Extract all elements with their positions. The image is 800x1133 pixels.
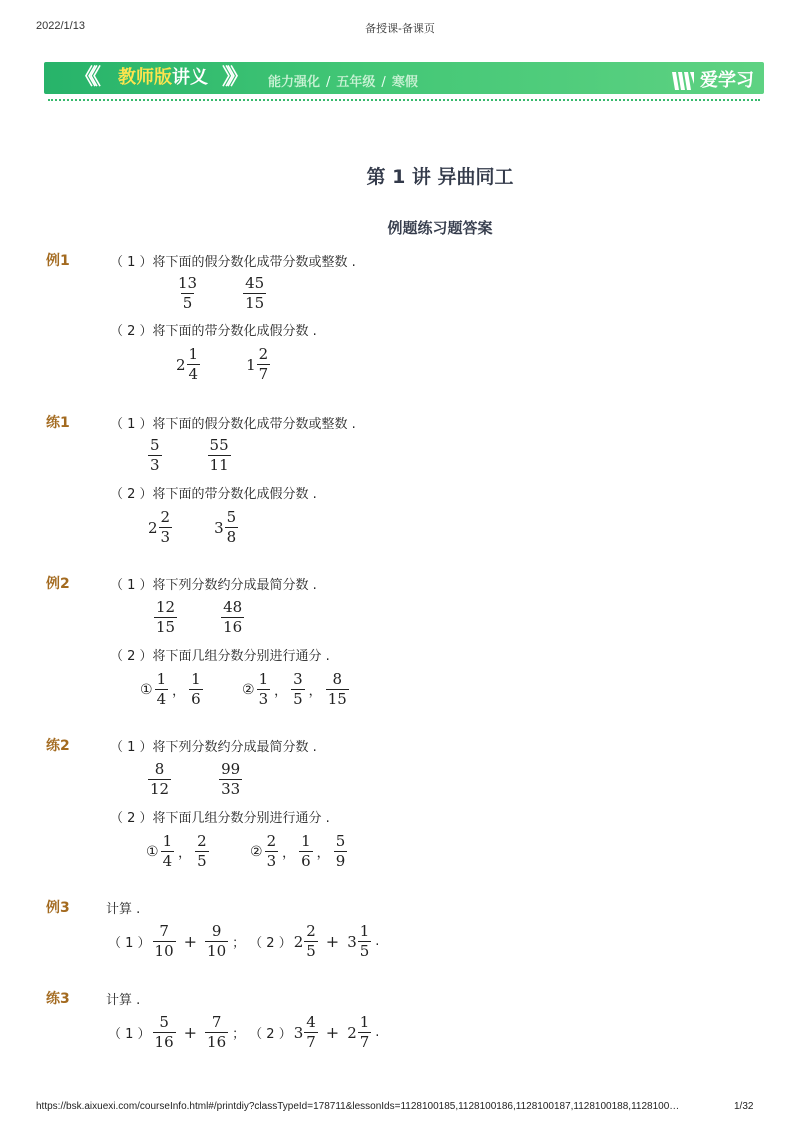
fraction: $\frac{8}{15}$	[327, 670, 347, 708]
fraction: $\frac{1}{6}$	[301, 832, 311, 870]
banner-divider	[48, 99, 760, 101]
page-number: 1/32	[734, 1101, 754, 1112]
lecture-banner	[44, 62, 764, 94]
calc-expression: （ 1 ） $\frac{7}{10}$ + $\frac{9}{10}$ ； （ 2 ） 2 $\frac{2}{5}$ + 3 $\frac{1}{5}$ .	[108, 922, 380, 960]
calc-expression: （ 1 ） $\frac{5}{16}$ + $\frac{7}{16}$ ； （ 2 ） 3 $\frac{4}{7}$ + 2 $\frac{1}{7}$ .	[108, 1013, 380, 1051]
fraction: $\frac{1}{4}$	[162, 832, 173, 870]
fraction: $\frac{99}{33}$	[221, 760, 241, 798]
fraction: $\frac{2}{3}$	[266, 832, 277, 870]
mixed-list	[176, 345, 270, 384]
question-text: （ 1 ）将下面的假分数化成带分数或整数 .	[110, 417, 356, 432]
question-text: （ 2 ）将下面的带分数化成假分数 .	[110, 487, 317, 502]
fraction: $\frac{1}{3}$	[258, 670, 269, 708]
mixed-number: 2 $\frac{1}{4}$	[176, 345, 199, 383]
problem-tag: 练3	[46, 991, 70, 1007]
chevrons-right-icon: 》》	[222, 65, 244, 90]
banner-title: 教师版讲义	[118, 67, 208, 88]
crumb-grade: 五年级	[336, 75, 376, 90]
question-text: （ 1 ）将下面的假分数化成带分数或整数 .	[110, 255, 356, 270]
fraction: $\frac{55}{11}$	[209, 436, 229, 474]
problem-tag: 例1	[46, 253, 70, 269]
fraction: $\frac{12}{15}$	[156, 598, 176, 636]
problem-tag: 例2	[46, 576, 70, 592]
fraction: $\frac{9}{10}$	[207, 922, 227, 960]
print-title: 备授课-备课页	[365, 23, 435, 35]
question-text: （ 2 ）将下面几组分数分别进行通分 .	[110, 811, 330, 826]
question-text: （ 2 ）将下面的带分数化成假分数 .	[110, 324, 317, 339]
fraction: $\frac{7}{10}$	[154, 922, 174, 960]
lecture-title: 第 1 讲 异曲同工	[366, 166, 514, 188]
section-subtitle: 例题练习题答案	[387, 219, 493, 237]
fraction: $\frac{1}{4}$	[156, 670, 167, 708]
mixed-number: 3 $\frac{1}{5}$	[347, 922, 370, 960]
crumb-ability: 能力强化	[268, 75, 321, 90]
print-date: 2022/1/13	[36, 20, 85, 32]
fraction: $\frac{7}{16}$	[207, 1013, 227, 1051]
fraction: $\frac{8}{12}$	[150, 760, 170, 798]
fraction: $\frac{45}{15}$	[245, 274, 265, 312]
question-text: （ 2 ）将下面几组分数分别进行通分 .	[110, 649, 330, 664]
chevrons-left-icon: 《《	[74, 65, 96, 90]
fraction-list	[154, 598, 244, 637]
mixed-number: 3 $\frac{4}{7}$	[293, 1013, 316, 1051]
fraction-group-1: ① $\frac{1}{4}$ ， $\frac{1}{6}$	[140, 670, 201, 708]
mixed-number: 2 $\frac{2}{3}$	[148, 508, 171, 546]
fraction: $\frac{5}{9}$	[335, 832, 346, 870]
mixed-number: 1 $\frac{2}{7}$	[246, 345, 269, 383]
fraction-list	[148, 760, 242, 799]
mixed-number: 2 $\frac{2}{5}$	[293, 922, 316, 960]
fraction: $\frac{48}{16}$	[223, 598, 243, 636]
problem-tag: 练2	[46, 738, 70, 754]
fraction-group-2: ② $\frac{2}{3}$ ， $\frac{1}{6}$ ， $\frac{5}{9}$	[250, 832, 346, 870]
fraction: $\frac{5}{16}$	[154, 1013, 174, 1051]
question-text: （ 1 ）将下列分数约分成最简分数 .	[110, 740, 317, 755]
problem-tag: 练1	[46, 415, 70, 431]
footer-url: https://bsk.aixuexi.com/courseInfo.html#/printdiy?classTypeId=178711&lessonIds=1128100185,1128100186,1128100187,1128100188,1128100…	[36, 1101, 680, 1112]
problem-tag: 例3	[46, 900, 70, 916]
question-text: 计算 .	[106, 902, 141, 917]
fraction-list	[176, 274, 266, 313]
logo-mark-icon	[670, 70, 696, 92]
fraction-group-2: ② $\frac{1}{3}$ ， $\frac{3}{5}$ ， $\frac{8}{15}$	[242, 670, 347, 708]
breadcrumb: 能力强化 / 五年级 / 寒假	[268, 75, 418, 90]
crumb-term: 寒假	[391, 75, 418, 90]
fraction: $\frac{5}{3}$	[150, 436, 160, 474]
fraction: $\frac{2}{5}$	[197, 832, 207, 870]
mixed-number: 3 $\frac{5}{8}$	[214, 508, 237, 546]
fraction: $\frac{3}{5}$	[293, 670, 303, 708]
question-text: （ 1 ）将下列分数约分成最简分数 .	[110, 578, 317, 593]
fraction: $\frac{1}{6}$	[191, 670, 201, 708]
fraction: $\frac{13}{5}$	[178, 274, 198, 312]
fraction-list	[148, 436, 231, 475]
question-text: 计算 .	[106, 993, 141, 1008]
mixed-list	[148, 508, 238, 547]
mixed-number: 2 $\frac{1}{7}$	[347, 1013, 370, 1051]
fraction-group-1: ① $\frac{1}{4}$ ， $\frac{2}{5}$	[146, 832, 207, 870]
aixuexi-logo: 爱学习	[670, 66, 754, 92]
